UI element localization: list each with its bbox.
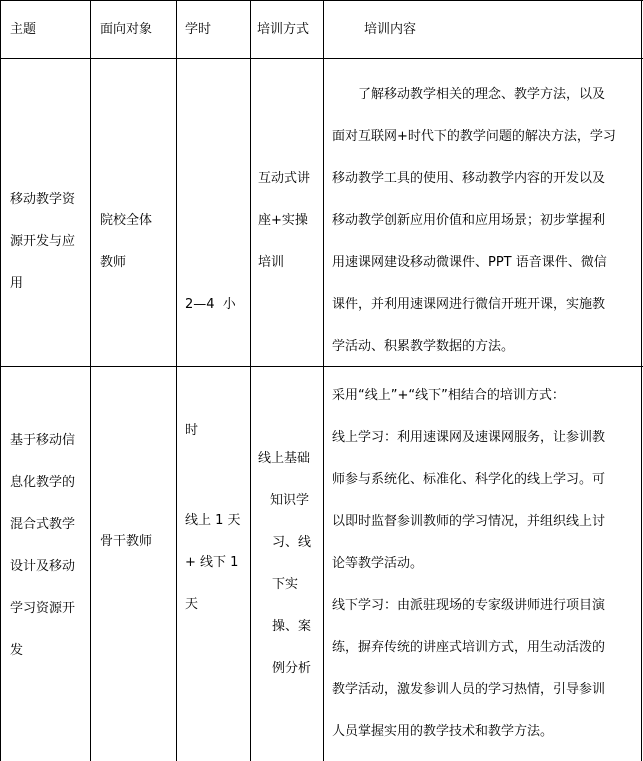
col-divider-4 — [323, 0, 324, 761]
text-line: 师参与系统化、标准化、科学化的线上学习。可 — [332, 472, 606, 487]
text-line: 学活动、积累教学数据的方法。 — [332, 339, 515, 354]
text-line: 用 — [10, 276, 24, 291]
text-line: 移动教学工具的使用、移动教学内容的开发以及 — [332, 171, 606, 186]
row1-topic — [10, 179, 75, 305]
table-border-right — [641, 0, 642, 761]
row2-topic — [10, 420, 75, 672]
row1-hours — [185, 200, 236, 536]
text-line: 骨干教师 — [100, 534, 153, 549]
text-line: 下实 — [272, 577, 299, 592]
text-line: 知识学 — [270, 493, 310, 508]
text-line: 基于移动信 — [10, 433, 76, 448]
text-line: 息化教学的 — [10, 475, 76, 490]
header-topic: 主题 — [10, 22, 37, 37]
text-line: 了解移动教学相关的理念、教学方法，以及 — [358, 87, 606, 102]
text-line: + 线下 1 — [185, 555, 239, 570]
header-content: 培训内容 — [364, 22, 417, 37]
text-line: 源开发与应 — [10, 234, 76, 249]
text-line: 课件，并利用速课网进行微信开班开课，实施教 — [332, 297, 606, 312]
row2-hours — [185, 500, 241, 626]
text-line: 例分析 — [272, 661, 312, 676]
text-line: 混合式教学 — [10, 517, 76, 532]
text-line: 互动式讲 — [258, 171, 311, 186]
text-line: 时 — [185, 423, 199, 438]
text-line: 院校全体 — [100, 213, 153, 228]
table-border-left — [0, 0, 1, 761]
text-line: 习、线 — [272, 535, 312, 550]
text-line: 学习资源开 — [10, 601, 76, 616]
row2-method — [258, 438, 311, 690]
text-line: 移动教学创新应用价值和应用场景；初步掌握利 — [332, 213, 606, 228]
header-hours: 学时 — [185, 22, 212, 37]
text-line: 以即时监督参训教师的学习情况，并组织线上讨 — [332, 514, 606, 529]
header-divider — [0, 58, 643, 59]
text-line: 论等教学活动。 — [332, 556, 424, 571]
text-line: 设计及移动 — [10, 559, 76, 574]
text-line: 座+实操 — [258, 213, 308, 228]
row1-audience — [100, 200, 152, 284]
header-audience: 面向对象 — [100, 22, 153, 37]
text-line: 面对互联网+时代下的教学问题的解决方法，学习 — [332, 129, 616, 144]
text-line: 教师 — [100, 255, 127, 270]
text-line: 线上学习：利用速课网及速课网服务，让参训教 — [332, 430, 606, 445]
text-line: 采用“线上”+“线下”相结合的培训方式： — [332, 388, 565, 403]
text-line: 线下学习：由派驻现场的专家级讲师进行项目演 — [332, 598, 606, 613]
row1-content — [332, 74, 616, 368]
row1-method — [258, 158, 310, 284]
row2-content — [332, 375, 605, 753]
text-line: 发 — [10, 643, 24, 658]
text-line: 用速课网建设移动微课件、PPT 语音课件、微信 — [332, 255, 607, 270]
text-line: 移动教学资 — [10, 192, 76, 207]
text-line: 练，摒弃传统的讲座式培训方式，用生动活泼的 — [332, 640, 606, 655]
text-line: 教学活动，激发参训人员的学习热情，引导参训 — [332, 682, 606, 697]
text-line: 天 — [185, 597, 199, 612]
col-divider-2 — [176, 0, 177, 761]
header-method: 培训方式 — [257, 22, 310, 37]
text-line: 线上基础 — [258, 451, 311, 466]
text-line: 2—4 小 — [185, 297, 236, 312]
table-border-top — [0, 0, 643, 1]
col-divider-1 — [90, 0, 91, 761]
text-line: 操、案 — [272, 619, 312, 634]
text-line: 培训 — [258, 255, 285, 270]
row2-audience — [100, 531, 152, 552]
text-line: 线上 1 天 — [185, 513, 241, 528]
col-divider-3 — [250, 0, 251, 761]
text-line: 人员掌握实用的教学技术和教学方法。 — [332, 724, 554, 739]
